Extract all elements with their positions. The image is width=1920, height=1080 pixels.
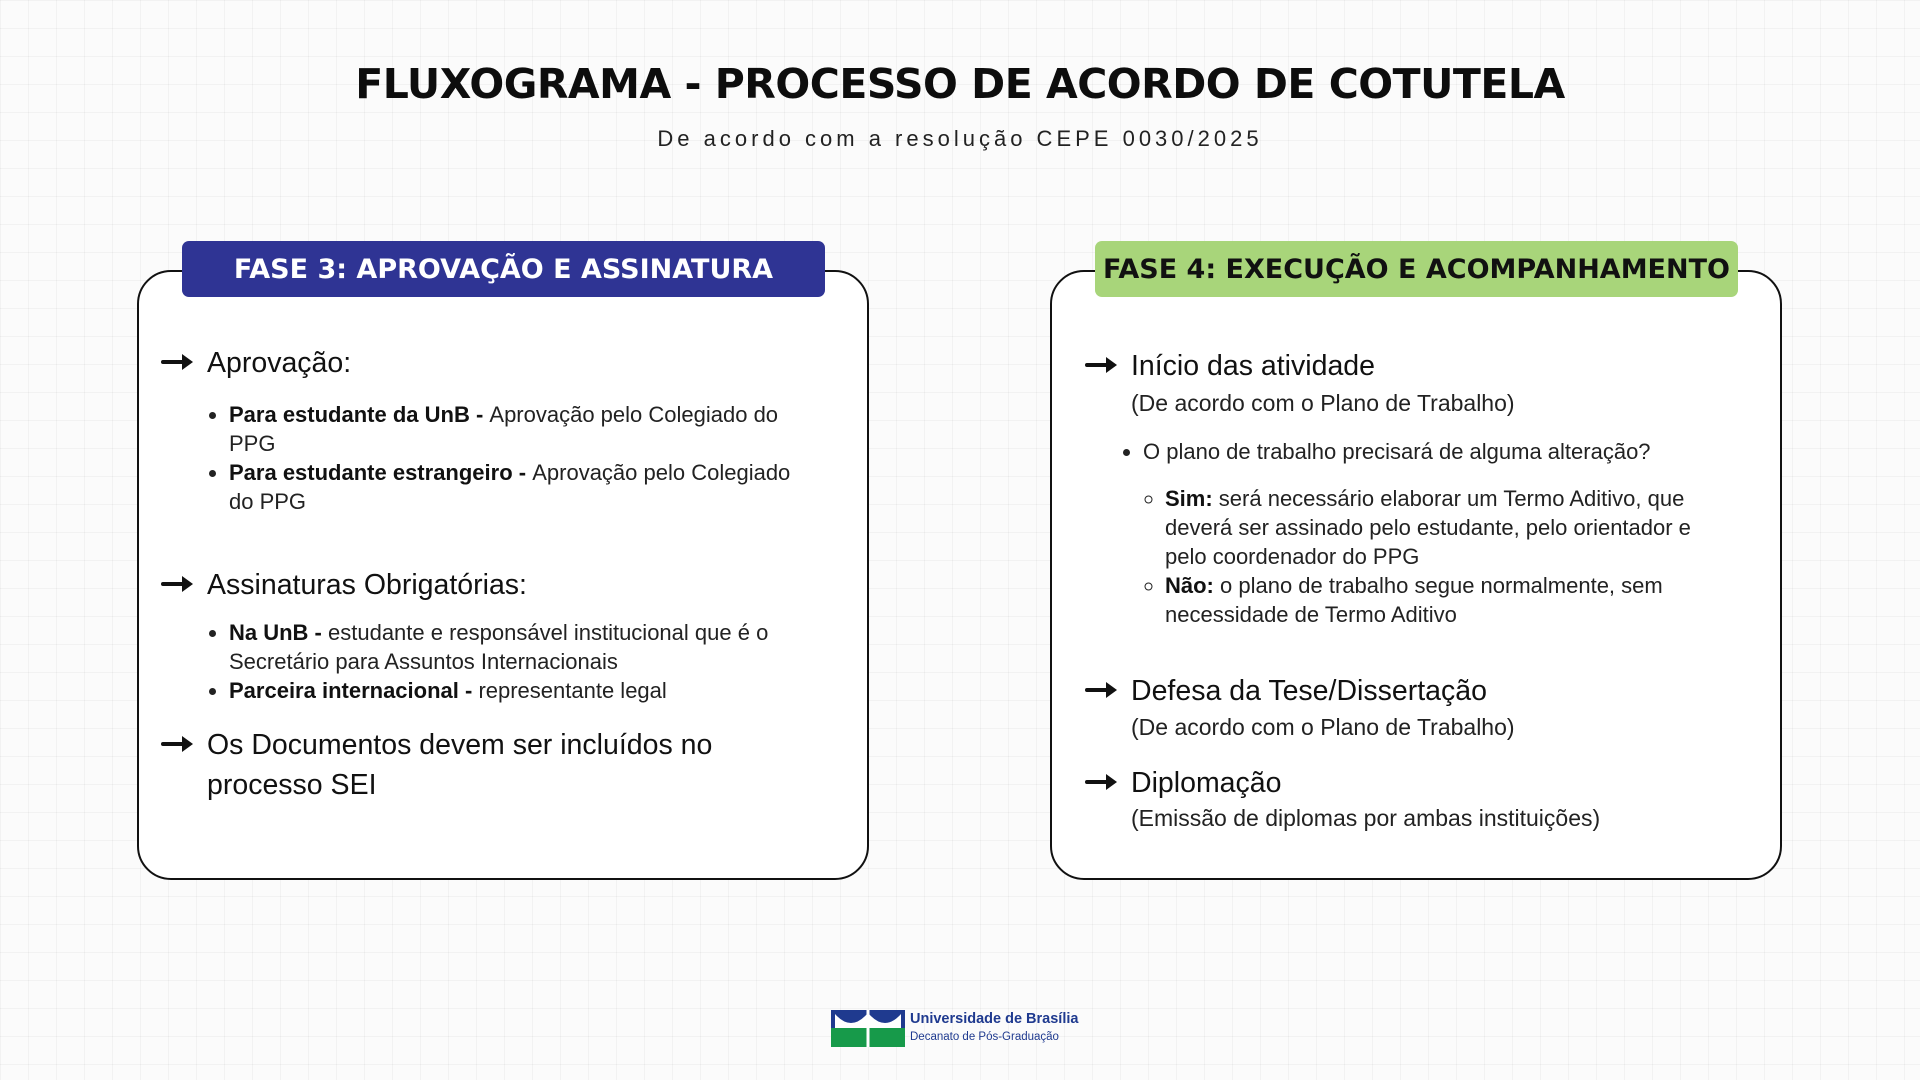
phase4-diploma-note: (Emissão de diplomas por ambas instituições): [1131, 805, 1601, 831]
phase3-signatures-item: [161, 565, 527, 605]
phase4-start-label: Início das atividade: [1131, 350, 1375, 382]
phase4-start-note: (De acordo com o Plano de Trabalho): [1131, 390, 1515, 416]
phase3-approval-label: Aprovação:: [207, 347, 352, 379]
list-item: [1143, 437, 1763, 629]
arrow-right-icon: [1085, 675, 1121, 705]
phase3-documents-item: [161, 725, 801, 805]
phase3-header: FASE 3: APROVAÇÃO E ASSINATURA: [182, 241, 825, 297]
option-text: será necessário elaborar um Termo Aditivo, que deverá ser assinado pelo estudante, pelo orientador e pelo coordenador do PPG: [1165, 486, 1691, 569]
list-item: [1165, 484, 1735, 571]
arrow-right-icon: [161, 569, 197, 599]
phase3-approval-list: [207, 400, 819, 516]
list-item: [229, 400, 819, 458]
logo-name: Universidade de Brasília: [910, 1011, 1079, 1027]
bullet-bold: Para estudante estrangeiro -: [229, 460, 533, 485]
page-subtitle: De acordo com a resolução CEPE 0030/2025: [657, 126, 1263, 151]
phase4-diploma-item: [1085, 763, 1282, 803]
arrow-right-icon: [161, 729, 197, 759]
phase4-header: FASE 4: EXECUÇÃO E ACOMPANHAMENTO: [1095, 241, 1738, 297]
option-bold: Sim:: [1165, 486, 1213, 511]
bullet-bold: Parceira internacional -: [229, 678, 479, 703]
bullet-bold: Para estudante da UnB -: [229, 402, 490, 427]
unb-logo-mark: [831, 1010, 905, 1047]
option-bold: Não:: [1165, 573, 1214, 598]
question-text: O plano de trabalho precisará de alguma alteração?: [1143, 439, 1651, 464]
bullet-text: Aprovação pelo Colegiado do PPG: [229, 402, 779, 456]
phase4-defense-note: (De acordo com o Plano de Trabalho): [1131, 714, 1515, 740]
bullet-text: estudante e responsável institucional que é o Secretário para Assuntos Internacionais: [229, 620, 769, 674]
phase4-diploma-label: Diplomação: [1131, 767, 1282, 799]
phase3-approval-item: [161, 343, 351, 383]
logo-subtitle: Decanato de Pós-Graduação: [910, 1031, 1059, 1043]
arrow-right-icon: [1085, 767, 1121, 797]
bullet-text: representante legal: [478, 678, 667, 703]
list-item: [229, 676, 829, 705]
university-logo: [831, 1010, 1131, 1050]
phase4-options-list: [1143, 484, 1735, 629]
bullet-text: Aprovação pelo Colegiado do PPG: [229, 460, 791, 514]
arrow-right-icon: [161, 347, 197, 377]
page-title: FLUXOGRAMA - PROCESSO DE ACORDO DE COTUTELA: [355, 60, 1565, 108]
phase4-defense-label: Defesa da Tese/Dissertação: [1131, 675, 1487, 707]
list-item: [1165, 571, 1735, 629]
bullet-bold: Na UnB -: [229, 620, 328, 645]
phase3-signatures-label: Assinaturas Obrigatórias:: [207, 569, 527, 601]
phase4-defense-item: [1085, 671, 1487, 711]
option-text: o plano de trabalho segue normalmente, sem necessidade de Termo Aditivo: [1165, 573, 1663, 627]
list-item: [229, 458, 819, 516]
phase3-documents-label: Os Documentos devem ser incluídos no processo SEI: [207, 729, 713, 801]
phase4-start-list: [1121, 437, 1763, 629]
phase4-start-item: [1085, 346, 1375, 386]
list-item: [229, 618, 829, 676]
arrow-right-icon: [1085, 350, 1121, 380]
phase3-signatures-list: [207, 618, 829, 705]
